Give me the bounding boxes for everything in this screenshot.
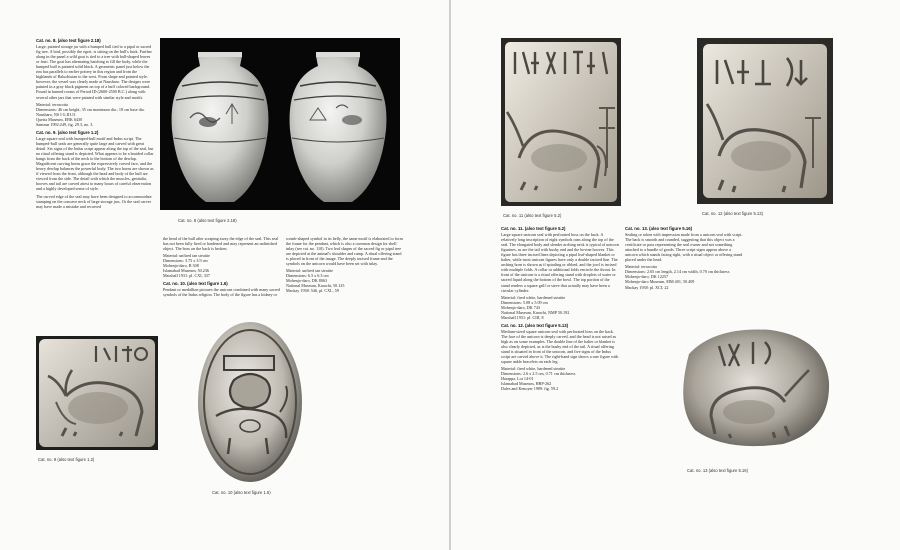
caption-cat-13: Cat. no. 13 (also text figure 5.16)	[687, 468, 748, 473]
entry-specifications	[501, 366, 619, 391]
left-text-column-2	[163, 236, 281, 301]
unicorn-seal-12-photo	[697, 38, 833, 204]
spec-line: Material: unfired tan steatite	[163, 253, 211, 259]
entry-description: Large square seal with humped-bull motif and Indus script. The humped-bull seals are generally quite large and carved with great detail. Six signs of the Indus script appear along the top of the seal, but no ritual offering stand is depicted. What appears to be a braided collar hangs from the back of the neck to the bottom of the dewlap. Magnificent curving horns grace the expressively carved face, and the heavy dewlap balances the powerful body. The two horns are shown as if viewed from the front, although the head and body of the bull are viewed from the side. The detail with which the muscles, genitalia, hooves and tail are carved attest to many hours of careful observation and a highly developed sense of style.	[36, 135, 154, 192]
bull-seal-photo	[36, 336, 158, 450]
catalog-entry	[36, 38, 154, 127]
caption-cat-10: Cat. no. 10 (also text figure 1.6)	[212, 490, 271, 495]
humped-bull-seal-image	[36, 336, 158, 450]
spec-line: Mohenjo-daro, B 308	[163, 263, 199, 269]
entry-heading: Cat. no. 12. (also text figure 5.13)	[501, 322, 569, 328]
left-text-column-3	[286, 236, 404, 297]
entry-heading: Cat. no. 13. (also text figure 5.16)	[625, 226, 693, 231]
entry-description: Large square unicorn seal with perforated boss on the back. A relatively long inscription of eight symbols runs along the top of the seal. The elongated body and slender arching neck is typical of unicorn figurines, as are the tail with bushy end and the bovine hooves. This figure has three incised lines depicting a pipal leaf-shaped blanket or halter, while most unicorn figures have only a double incised line. The arching horn is shown as if spiraling or ribbed, and the jowl is incised with multiple folds. A collar or additional folds encircle the throat. In front of the unicorn is a ritual offering stand with droplets of water or sacred liquid along the bottom of the bowl. The top portion of the stand renders a square grill or sieve that actually may have been a circular cylinder.	[501, 232, 619, 293]
right-text-column-1	[501, 226, 619, 394]
entry-description: Pendant or medallion pictures the unicorn combined with many sacred symbols of the Indus religion. The body of the figure has a kidney or	[163, 287, 280, 298]
storage-jar-image	[160, 38, 400, 210]
spec-line: Dimensions: 2.6 x 2.5 cm, 0.71 cm thickness	[501, 371, 576, 377]
catalog-entry	[36, 194, 154, 209]
pendant-photo	[196, 320, 304, 484]
spec-line: Material: terracotta	[625, 264, 657, 270]
entry-specifications	[625, 264, 743, 289]
spec-line: Mohenjo-daro, DK 743	[501, 304, 540, 310]
catalog-entry	[36, 130, 154, 192]
left-text-column-1	[36, 38, 154, 213]
catalog-entry	[625, 226, 743, 290]
entry-description: The curved edge of the seal may have been designed to accommodate stamping on the concave neck of large storage jars. Or the seal carver may have made a mistake and recarved	[36, 194, 152, 210]
spec-line: Marshall 1931: pl. CIII, 8	[501, 314, 544, 320]
caption-cat-8: Cat. no. 8 (also text figure 2.18)	[178, 218, 237, 223]
spec-line: Mohenjo-daro Museum, MM 401, 50.409	[625, 279, 695, 285]
spec-line: Islamabad Museum, HRP-262	[501, 381, 552, 387]
spec-line: Dimensions: 6.5 x 6.3 cm	[286, 273, 329, 279]
catalog-entry	[501, 323, 619, 392]
spec-line: Material: unfired tan steatite	[286, 268, 334, 274]
spec-line: Dimensions: 2.65 cm length, 2.14 cm width, 0.70 cm thickness	[625, 269, 730, 275]
entry-heading: Cat. no. 11. (also text figure 5.2)	[501, 226, 566, 231]
entry-description: Sealing or token with impression made from a unicorn seal with script. The back is smooth and rounded, suggesting that this object was a certificate or pass representing the seal owner and not something attached to a bundle of goods. Three script signs appear above a unicorn which stands facing right, with a ritual object or offering stand placed under the head.	[625, 232, 743, 263]
spec-line: Material: fired white, hardened steatite	[501, 294, 566, 300]
entry-description: womb-shaped symbol in its belly, the same motif is elaborated to form the frame for the pendant, which is also a common design for shell inlay (see cat. no. 110). Two leaf shapes of the sacred fig or pipal tree are depicted at the animal's shoulder and rump. A ritual offering stand is placed in front of the image. The deeply incised frame and the symbols on the unicorn would have been set with inlay.	[286, 236, 403, 267]
spec-line: Samzun 1992:249, fig. 29.3, no. 3.	[36, 121, 94, 127]
unicorn-pendant-image	[196, 320, 304, 484]
caption-cat-12: Cat. no. 12 (also text figure 5.13)	[702, 211, 763, 216]
sealing-13-photo	[675, 320, 835, 452]
spec-line: Islamabad Museum, 50.236	[163, 268, 209, 274]
spec-line: Nausharo, NS I G.III.11	[36, 111, 76, 117]
spec-line: Mohenjo-daro, DK 12257	[625, 274, 669, 280]
spec-line: Quetta Museum, EBK 6430	[36, 116, 83, 122]
spec-line: Dimensions: 3.75 x 3.9 cm	[163, 258, 208, 264]
unicorn-seal-12-image	[697, 38, 833, 204]
jar-photo-pair	[160, 38, 400, 210]
spec-line: National Museum, Karachi, NMP 50.192	[501, 309, 570, 315]
catalog-entry	[163, 281, 281, 297]
terracotta-sealing-image	[675, 320, 835, 452]
spec-line: Mackay 1938: 546, pl. CXL, 59	[286, 288, 339, 294]
entry-heading: Cat. no. 10. (also text figure 1.6)	[163, 281, 228, 287]
caption-cat-9: Cat. no. 9 (also text figure 1.2)	[38, 457, 95, 462]
spec-line: Dales and Kenoyer 1989: fig. 59.2	[501, 386, 559, 392]
spec-line: Material: fired white, hardened steatite	[501, 366, 566, 372]
spec-line: Dimensions: 46 cm height, 35 cm maximum dia., 18 cm base dia.	[36, 106, 145, 112]
spec-line: Mohenjo-daro, DK 8063	[286, 278, 328, 284]
caption-cat-11: Cat. no. 11 (also text figure 5.2)	[503, 213, 562, 218]
entry-heading: Cat. no. 8. (also text figure 2.18)	[36, 38, 101, 43]
catalog-entry	[163, 236, 281, 278]
catalog-entry	[501, 226, 619, 320]
entry-description: Medium-sized square unicorn seal with perforated boss on the back. The face of the unicorn is deeply carved, and the head is not raised as high as on some examples. The double line of the halter or blanket is also clearly depicted, as is the bushy end of the tail. A ritual offering stand is situated in front of the unicorn, and five signs of the Indus script are carved above it. The right-hand sign shows a rare figure with square ankle bracelets on each leg.	[501, 328, 619, 365]
right-page	[451, 0, 900, 550]
spec-line: Harappa, Lot 14-01	[501, 376, 534, 382]
entry-description: the head of the bull after scraping away the edge of the seal. This seal has not been fully fired or hardened and may represent an unfinished object. The boss on the back is broken.	[163, 236, 279, 252]
right-text-column-2	[625, 226, 743, 293]
spec-line: Material: terracotta	[36, 101, 68, 107]
entry-heading: Cat. no. 9. (also text figure 1.2)	[36, 129, 99, 135]
spec-line: Dimensions: 5.08 x 5.09 cm	[501, 299, 548, 305]
entry-specifications	[286, 268, 404, 293]
left-page	[0, 0, 449, 550]
spec-line: Mackay 1938: pl. XCI, 22	[625, 284, 669, 290]
entry-specifications	[163, 253, 281, 278]
spec-line: Marshall 1931: pl. CXI, 337	[163, 273, 210, 279]
catalog-entry	[286, 236, 404, 294]
spec-line: National Museum, Karachi, 50.125	[286, 283, 345, 289]
unicorn-seal-11-image	[501, 38, 621, 206]
entry-specifications	[501, 295, 619, 320]
entry-description: Large, painted storage jar with a humped bull tied to a pipal or sacred fig tree. A bird, possibly the egret, is sitting on the bull's back. Further along in the panel a wild goat is tied to a tree with ball-shaped leaves or fruit. The goat has alternating hatching to fill the body, while the humped bull is painted solid black. A geometric panel just below the rim has parallels to earlier pottery in this region and from the highlands of Baluchistan to the west. From shape and painted style, however, the vessel was clearly made at Nausharo. The designs were painted in a gray black pigment on top of a buff colored background. Found in burned rooms of Period ID (2600-2500 B.C.) along with several other jars that were painted with similar style and motifs.	[36, 44, 152, 100]
entry-specifications	[36, 102, 154, 127]
unicorn-seal-11-photo	[501, 38, 621, 206]
